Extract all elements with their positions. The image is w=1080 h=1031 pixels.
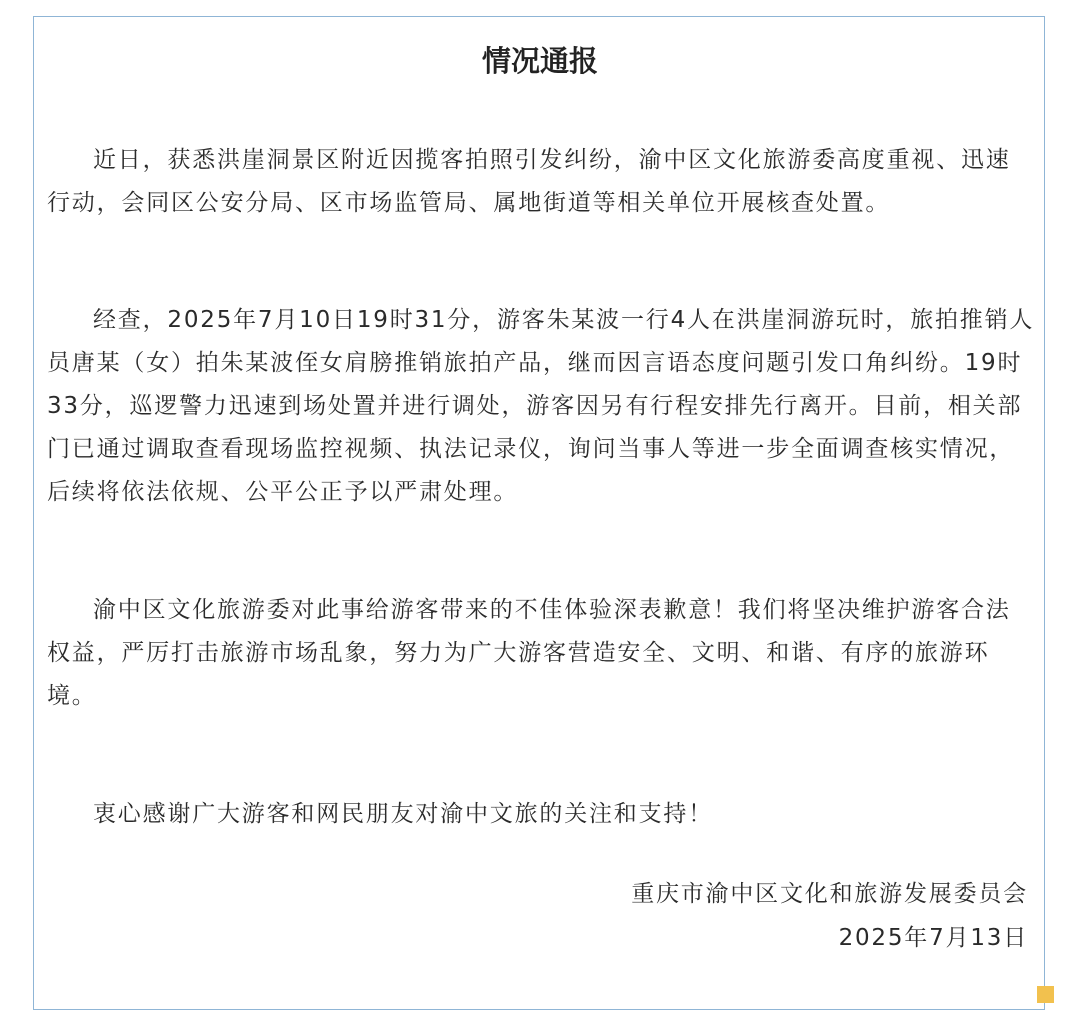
paragraph-2: 经查，2025年7月10日19时31分，游客朱某波一行4人在洪崖洞游玩时，旅拍推销人员唐某（女）拍朱某波侄女肩膀推销旅拍产品，继而因言语态度问题引发口角纠纷。19时33分，巡逻警力迅速到场处置并进行调处，游客因另有行程安排先行离开。目前，相关部门已通过调取查看现场监控视频、执法记录仪，询问当事人等进一步全面调查核实情况，后续将依法依规、公平公正予以严肃处理。 [47,307,1035,505]
paragraph-1: 近日，获悉洪崖洞景区附近因揽客拍照引发纠纷，渝中区文化旅游委高度重视、迅速行动，会同区公安分局、区市场监管局、属地街道等相关单位开展核查处置。 [47,147,1011,216]
notice-title: 情况通报 [481,44,598,78]
signature-date: 2025年7月13日 [838,925,1028,951]
paragraph-4: 衷心感谢广大游客和网民朋友对渝中文旅的关注和支持！ [93,801,713,827]
signature-organization: 重庆市渝中区文化和旅游发展委员会 [631,881,1028,907]
paragraph-3: 渝中区文化旅游委对此事给游客带来的不佳体验深表歉意！我们将坚决维护游客合法权益，严厉打击旅游市场乱象，努力为广大游客营造安全、文明、和谐、有序的旅游环境。 [47,597,1011,709]
corner-mark [1037,986,1054,1003]
